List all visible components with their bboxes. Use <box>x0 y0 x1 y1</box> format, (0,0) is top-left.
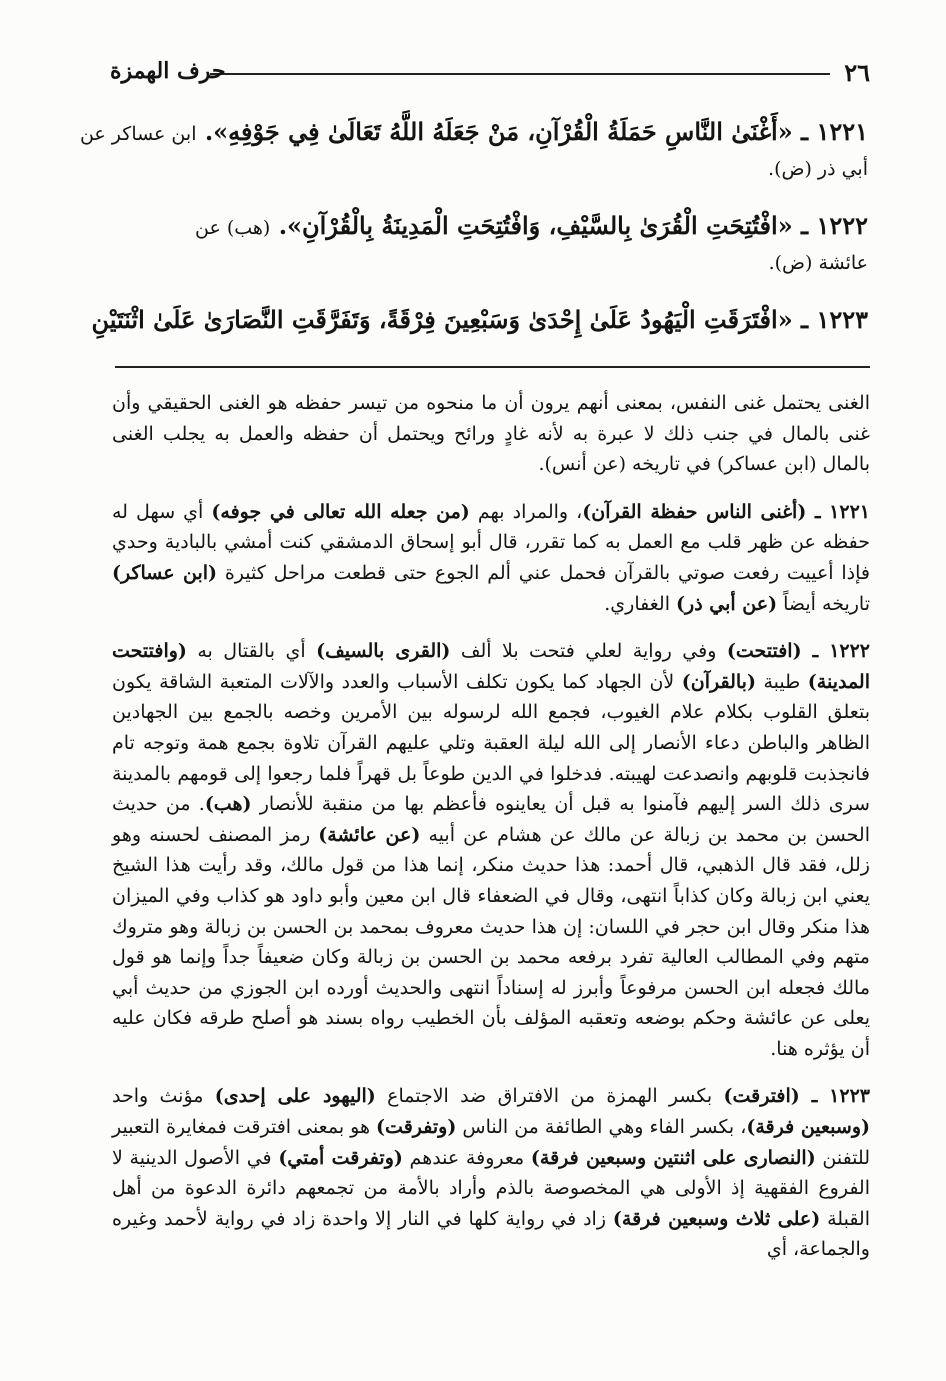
entry-number: ١٢٢٣ ـ <box>799 1085 870 1108</box>
commentary-text: أي سهل له حفظه عن ظهر قلب مع العمل به كما تقرر، قال أبو إسحاق الدمشقي كنت أمشي بالبادية وحدي فإذا أعييت رفعت صوتي بالقرآن فحمل عني ألم الجوع حتى قطعت مراحل كثيرة <box>112 500 870 584</box>
commentary-text: وفي رواية لعلي فتحت بلا ألف <box>450 640 727 663</box>
entry-number: ١٢٢٢ ـ <box>801 640 871 663</box>
commentary-text: الغفاري. <box>604 592 677 615</box>
hadith-1222 <box>112 206 868 278</box>
commentary-text: معروفة عندهم <box>402 1146 531 1169</box>
quoted-phrase: (النصارى على اثنتين وسبعين فرقة) <box>530 1146 816 1169</box>
commentary-paragraph-1221 <box>112 497 870 619</box>
quoted-phrase: (ابن عساكر) <box>112 561 218 584</box>
commentary-text: تاريخه أيضاً <box>777 592 870 615</box>
commentary-text: طيبة <box>755 670 808 693</box>
hadith-source-continued: عائشة (ض). <box>768 252 868 274</box>
quoted-phrase: (القرى بالسيف) <box>316 640 451 663</box>
page-header <box>110 58 870 88</box>
quoted-phrase: (افترقت) <box>723 1085 800 1108</box>
commentary-text: ، بكسر الفاء وهي الطائفة من الناس <box>456 1116 747 1139</box>
commentary-text: في الأصول الدينية لا الفروع الفقهية إذ الأولى هي المخصوصة بالذم وأراد بالأمة من تجمعهم دائرة الدعوة من أهل القبلة <box>112 1146 870 1230</box>
hadith-source: ابن عساكر عن <box>79 123 197 145</box>
hadith-text: ١٢٢١ ـ «أَغْنَىٰ النَّاسِ حَمَلَةُ الْقُرْآنِ، مَنْ جَعَلَهُ اللَّهُ تَعَالَىٰ فِي جَوْفِهِ». <box>204 117 868 146</box>
commentary-text: هو بمعنى افترقت فمغايرة التعبير للتفنن <box>112 1116 870 1169</box>
commentary-text: بكسر الهمزة من الافتراق ضد الاجتماع <box>375 1085 724 1108</box>
commentary-text: مؤنث واحد <box>112 1085 215 1108</box>
hadith-text-line <box>91 300 868 340</box>
commentary-text: لأن الجهاد كما يكون تكلف الأسباب والعدد والآلات المتعبة الشاقة يكون بتعلق القلوب بكلام علام الغيوب، فجمع الله لرسوله بين الأمرين وخصه بالجمع بين الجهادين الظاهر والباطن دعاء الأنصار إلى الله ليلة العقبة وتلي عليهم القرآن تلاوة بجمع همة وتوجه تام فانجذبت قلوبهم وانصدعت لهيبته. فدخلوا في الدين طوعاً بل قهراً فلما رجعوا إلى قومهم بالمدينة سرى ذلك السر إليهم فآمنوا به قبل أن يعاينوه فأعظم بها من منقبة للأنصار <box>112 670 870 816</box>
quoted-phrase: (هب) <box>204 793 252 816</box>
hadith-text: ١٢٢٢ ـ «افْتُتِحَتِ الْقُرَىٰ بِالسَّيْفِ، وَافْتُتِحَتِ الْمَدِينَةُ بِالْقُرْآنِ». <box>278 211 868 240</box>
quoted-phrase: (وسبعين فرقة) <box>746 1116 870 1139</box>
hadith-source: (هب) عن <box>194 217 271 239</box>
commentary <box>112 388 870 1282</box>
commentary-paragraph-1222 <box>112 636 870 1064</box>
quoted-phrase: (افتتحت) <box>726 640 802 663</box>
quoted-phrase: (وتفرقت) <box>376 1116 457 1139</box>
page-number: ٢٦ <box>844 58 870 87</box>
commentary-text: زاد في رواية كلها في النار إلا واحدة زاد في رواية لأحمد وغيره والجماعة، أي <box>112 1207 870 1261</box>
quoted-phrase: (اليهود على إحدى) <box>214 1085 376 1108</box>
hadith-text: ١٢٢٣ ـ «افْتَرَقَتِ الْيَهُودُ عَلَىٰ إِحْدَىٰ وَسَبْعِينَ فِرْقَةً، وَتَفَرَّقَتِ النَّصَارَىٰ عَلَىٰ اثْنَتَيْنِ <box>91 305 868 334</box>
commentary-paragraph-1223 <box>112 1081 870 1265</box>
commentary-text: ، والمراد بهم <box>469 500 583 523</box>
quoted-phrase: (وتفرقت أمتي) <box>278 1146 403 1169</box>
commentary-text: . من حديث الحسن بن محمد بن زبالة عن مالك عن هشام عن أبيه <box>112 793 870 846</box>
footnote-divider <box>115 366 870 368</box>
hadith-text-line <box>79 112 868 154</box>
commentary-paragraph: الغنى يحتمل غنى النفس، بمعنى أنهم يرون أن ما منحوه من تيسر حفظه هو الغنى الحقيقي وأن غنى بالمال في جنب ذلك لا عبرة به لأنه غادٍ ورائح ويحتمل أن حفظه والعمل به يجلب الغنى بالمال (ابن عساكر) في تاريخه (عن أنس). <box>112 392 870 476</box>
header-rule <box>210 73 830 75</box>
quoted-phrase: (بالقرآن) <box>681 670 756 693</box>
quoted-phrase: (أغنى الناس حفظة القرآن) <box>582 500 807 523</box>
quoted-phrase: (وافتتحت المدينة) <box>112 640 871 693</box>
chapter-title: حرف الهمزة <box>110 58 226 84</box>
quoted-phrase: (عن عائشة) <box>318 823 421 846</box>
quoted-phrase: (عن أبي ذر) <box>676 592 778 615</box>
hadith-text-line <box>112 206 868 248</box>
entry-number: ١٢٢١ ـ <box>806 500 870 523</box>
quoted-phrase: (على ثلاث وسبعين فرقة) <box>612 1207 821 1230</box>
commentary-text: رمز المصنف لحسنه وهو زلل، فقد قال الذهبي، قال أحمد: هذا حديث منكر، إنما هذا من قول مالك، وقد رأيت هذا الشيخ يعني ابن زبالة وكان كذاباً انتهى، وقال في الضعفاء قال ابن معين وأبو داود هو كذاب وفي الميزان هذا منكر وقال ابن حجر في اللسان: إن هذا حديث معروف بمحمد بن الحسن بن زبالة وهو متروك متهم وفي المطالب العالية تفرد برفعه محمد بن الحسن بن زبالة وكان ضعيفاً جداً وإنما هو قول مالك فجعله ابن الحسن مرفوعاً وأبرز له إسناداً انتهى والحديث أورده ابن الجوزي من حديث أبي يعلى عن عائشة وحكم بوضعه وتعقبه المؤلف بأن الخطيب رواه بسند هو أصلح طرقه فكان عليه أن يؤثره هنا. <box>112 823 870 1060</box>
hadith-1221 <box>79 112 868 184</box>
commentary-text: أي بالقتال به <box>186 640 317 663</box>
quoted-phrase: (من جعله الله تعالى في جوفه) <box>211 500 470 523</box>
hadith-source-continued: أبي ذر (ض). <box>768 158 868 180</box>
hadith-1223 <box>91 300 868 340</box>
